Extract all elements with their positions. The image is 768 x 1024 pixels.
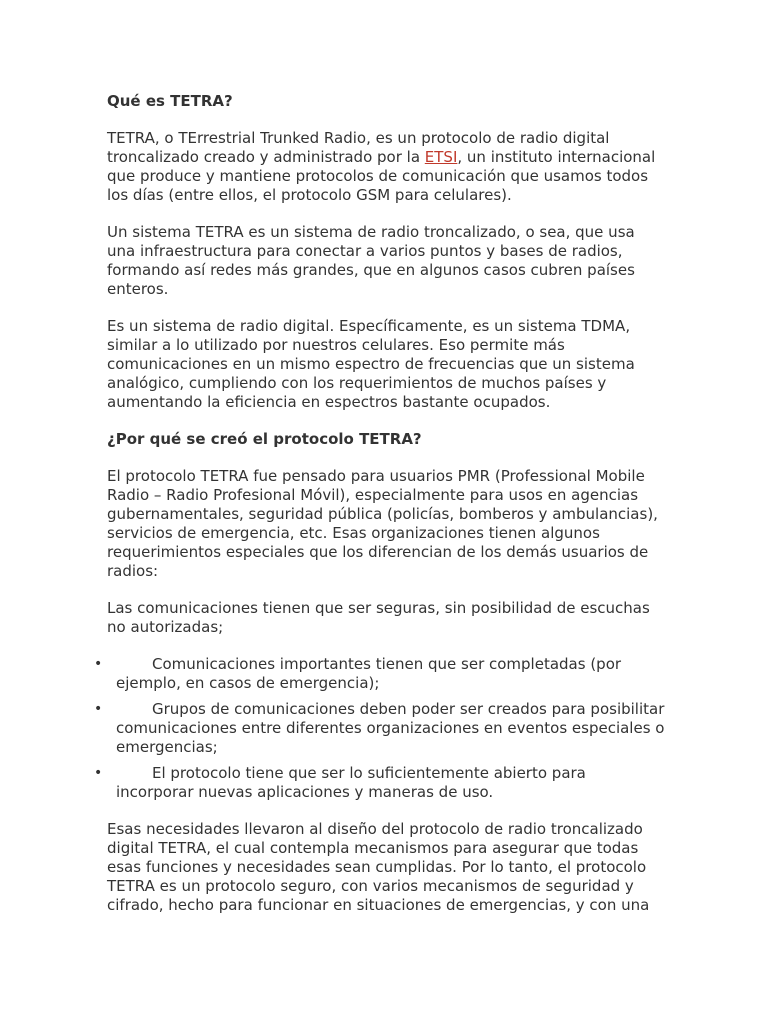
paragraph-intro-after: , un instituto internacional que produce y mantiene protocolos de comunicación que usamos todos los días (entre ellos, el protocolo GSM para celulares). — [107, 148, 656, 204]
paragraph-intro-before: TETRA, o TErrestrial Trunked Radio, es un protocolo de radio digital troncalizado creado y administrado por la — [107, 129, 610, 166]
list-item-text: Comunicaciones importantes tienen que ser completadas (por ejemplo, en casos de emergencia); — [116, 655, 622, 692]
list-item-text: El protocolo tiene que ser lo suficientemente abierto para incorporar nuevas aplicaciones y maneras de uso. — [116, 764, 586, 801]
document-body — [94, 92, 667, 933]
paragraph-usuarios-pmr: El protocolo TETRA fue pensado para usuarios PMR (Professional Mobile Radio – Radio Profesional Móvil), especialmente para usos en agencias gubernamentales, seguridad pública (policías, bomberos y ambulancias), servicios de emergencia, etc. Esas organizaciones tienen algunos requerimientos especiales que los diferencian de los demás usuarios de radios: — [107, 467, 658, 580]
paragraph-conclusion: Esas necesidades llevaron al diseño del protocolo de radio troncalizado digital TETRA, el cual contempla mecanismos para asegurar que todas esas funciones y necesidades sean cumplidas. Por lo tanto, el protocolo TETRA es un protocolo seguro, con varios mecanismos de seguridad y cifrado, hecho para funcionar en situaciones de emergencias, y con una — [107, 820, 650, 914]
list-item — [0, 700, 667, 757]
bullet-icon: • — [94, 765, 103, 781]
paragraph-sistema-troncalizado: Un sistema TETRA es un sistema de radio troncalizado, o sea, que usa una infraestructura para conectar a varios puntos y bases de radios, formando así redes más grandes, que en algunos casos cubren países enteros. — [107, 223, 635, 298]
paragraph-comunicaciones-seguras: Las comunicaciones tienen que ser seguras, sin posibilidad de escuchas no autorizadas; — [107, 599, 650, 636]
list-item — [0, 655, 667, 693]
list-item-text: Grupos de comunicaciones deben poder ser creados para posibilitar comunicaciones entre diferentes organizaciones en eventos especiales o emergencias; — [116, 700, 665, 756]
bullet-icon: • — [94, 656, 103, 672]
etsi-link[interactable]: ETSI — [424, 148, 458, 166]
requirements-list — [0, 655, 667, 802]
paragraph-radio-digital: Es un sistema de radio digital. Específicamente, es un sistema TDMA, similar a lo utilizado por nuestros celulares. Eso permite más comunicaciones en un mismo espectro de frecuencias que un sistema analógico, cumpliendo con los requerimientos de muchos países y aumentando la eficiencia en espectros bastante ocupados. — [107, 317, 635, 411]
paragraph-intro — [107, 129, 667, 205]
heading-que-es-tetra: Qué es TETRA? — [107, 92, 233, 110]
list-item — [0, 764, 667, 802]
bullet-icon: • — [94, 701, 103, 717]
heading-por-que-tetra: ¿Por qué se creó el protocolo TETRA? — [107, 430, 422, 448]
